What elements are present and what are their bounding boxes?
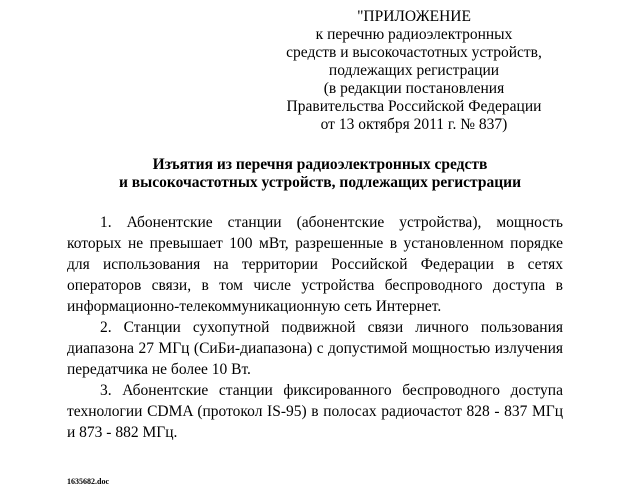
appendix-line: от 13 октября 2011 г. № 837) [320, 116, 508, 133]
document-title [60, 156, 580, 192]
appendix-line: (в редакции постановления [323, 80, 505, 97]
file-name-footer: 1635682.doc [67, 477, 109, 486]
title-line: и высокочастотных устройств, подлежащих регистрации [118, 174, 522, 191]
appendix-line: подлежащих регистрации [328, 62, 500, 79]
title-line: Изъятия из перечня радиоэлектронных средств [152, 156, 488, 173]
paragraph-item-3: 3. Абонентские станции фиксированного беспроводного доступа технологии CDMA (протокол IS-95) в полосах радиочастот 828 - 837 МГц и 873 - 882 МГц. [67, 382, 563, 441]
appendix-label: "ПРИЛОЖЕНИЕ [357, 8, 471, 25]
document-body [67, 212, 563, 443]
paragraph-item-1: 1. Абонентские станции (абонентские устройства), мощность которых не превышает 100 мВт, разрешенные в установленном порядке для использования на территории Российской Федерации в сетях операторов связи, в том числе устройства беспроводного доступа в информационно-телекоммуникационную сеть Интернет. [67, 214, 563, 315]
appendix-line: к перечню радиоэлектронных [315, 26, 513, 43]
appendix-line: средств и высокочастотных устройств, [286, 44, 542, 61]
appendix-header [284, 8, 544, 134]
paragraph-item-2: 2. Станции сухопутной подвижной связи личного пользования диапазона 27 МГц (СиБи-диапазона) с допустимой мощностью излучения передатчика не более 10 Вт. [67, 319, 563, 378]
appendix-line: Правительства Российской Федерации [286, 98, 542, 115]
